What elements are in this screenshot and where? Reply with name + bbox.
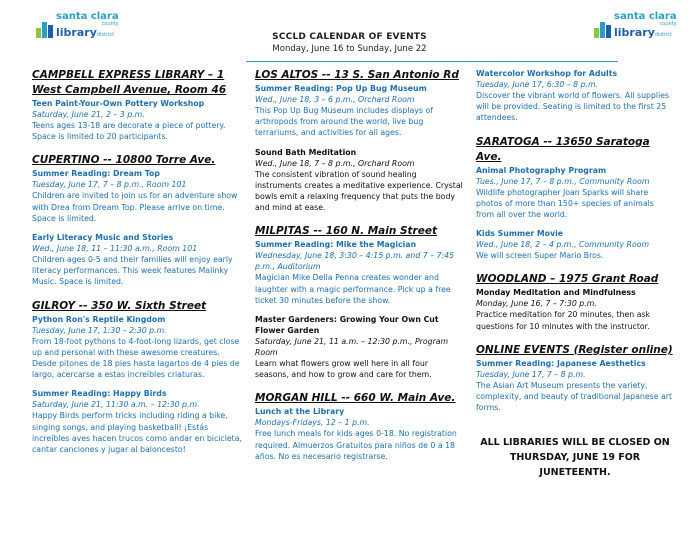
event-description: The consistent vibration of sound healing instruments creates a meditative experience. Crystal bowls emit a relaxing frequency that puts the body and mind at ease. — [255, 169, 463, 213]
logo-line3: library — [614, 26, 655, 39]
header-divider — [246, 61, 618, 62]
event-title: Sound Bath Meditation — [255, 147, 357, 157]
event-title: Summer Reading: Japanese Aesthetics — [476, 358, 646, 368]
event-description: We will screen Super Mario Bros. — [476, 251, 604, 261]
event-title: Watercolor Workshop for Adults — [476, 69, 618, 78]
event-time: Tuesday, June 17, 1:30 – 2:30 p.m. — [32, 325, 167, 335]
event-description: This Pop Up Bug Museum includes displays of arthropods from around the world, live bug terrariums, and activities for all ages. — [255, 106, 433, 138]
event-title: Monday Meditation and Mindfulness — [476, 288, 636, 298]
location-woodland: WOODLAND – 1975 Grant Road — [476, 273, 659, 286]
logo-line2: county — [659, 21, 677, 27]
event-title: Lunch at the Library — [255, 407, 345, 417]
logo-line3-suffix: district — [654, 32, 673, 38]
event-time: Wed., June 18, 7 – 8 p.m., Orchard Room — [255, 158, 415, 168]
column-3 — [476, 68, 674, 480]
event-title: Early Literacy Music and Stories — [32, 233, 174, 243]
event-title: Summer Reading: Happy Birds — [32, 389, 167, 399]
location-los-altos: LOS ALTOS -- 13 S. San Antonio Rd — [255, 69, 459, 81]
event-time: Saturday, June 21, 11 a.m. – 12:30 p.m., Program Room — [255, 337, 449, 358]
event-title: Summer Reading: Dream Top — [32, 169, 160, 179]
event-description: Magician Mike Della Penna creates wonder and laughter with a magic performance. Pick up a free ticket 30 minutes before the show. — [255, 273, 451, 305]
event-time: Wed., June 18, 11 – 11:30 a.m., Room 101 — [32, 244, 198, 254]
logo-line3: library — [56, 26, 97, 39]
event-description: Happy Birds perform tricks including riding a bike, singing songs, and playing basketball! ¡Estás increíbles aves hacen trucos como andar en bicicleta, cantar canciones y jugar al baloncesto! — [32, 411, 242, 455]
event-description: The Asian Art Museum presents the variety, complexity, and beauty of traditional Japanese art forms. — [476, 380, 673, 413]
event-time: Wednesday, June 18, 3:30 – 4:15 p.m. and 7 – 7:45 p.m., Auditorium — [255, 251, 455, 272]
event-title: Python Ron's Reptile Kingdom — [32, 314, 166, 324]
event-time: Wed., June 18, 2 – 4 p.m., Community Room — [476, 240, 650, 250]
event-title: Kids Summer Movie — [476, 229, 564, 239]
event-time: Tuesday, June 17, 6:30 – 8 p.m. — [476, 80, 599, 89]
event-description: Discover the vibrant world of flowers. All supplies will be provided. Seating is limited to the first 25 attendees. — [476, 91, 670, 123]
event-time: Tues., June 17, 7 – 8 p.m., Community Room — [476, 176, 650, 186]
location-milpitas: MILPITAS -- 160 N. Main Street — [255, 225, 438, 238]
logo-line3-suffix: district — [96, 32, 115, 38]
event-description: Practice meditation for 20 minutes, then ask questions for 10 minutes with the instructor. — [476, 310, 651, 331]
page-title: SCCLD CALENDAR OF EVENTS — [272, 32, 427, 42]
logo-line2: county — [101, 21, 119, 27]
event-description: Free lunch meals for kids ages 0-18. No registration required. Almuerzos Gratuitos para niños de 0 a 18 años. No es necesario registrarse. — [255, 429, 457, 461]
location-cupertino: CUPERTINO -- 10800 Torre Ave. — [32, 154, 216, 167]
event-description: Teens ages 13-18 are decorate a piece of pottery. Space is limited to 20 participants. — [32, 121, 226, 142]
event-description: Children are invited to join us for an adventure show with Drea from Dream Top. Please arrive on time. Space is limited. — [32, 191, 238, 223]
location-saratoga: SARATOGA -- 13650 Saratoga Ave. — [476, 135, 650, 163]
logo-line1: santa clara — [56, 11, 119, 22]
page-header — [0, 32, 699, 54]
closure-notice: ALL LIBRARIES WILL BE CLOSED ON THURSDAY, JUNE 19 FOR JUNETEENTH. — [480, 437, 670, 479]
location-campbell: CAMPBELL EXPRESS LIBRARY – 1 West Campbell Avenue, Room 46 — [32, 69, 227, 96]
event-description: Children ages 0-5 and their families will enjoy early literacy performances. This week features Malinky Music. Space is limited. — [32, 255, 233, 287]
event-time: Saturday, June 21, 2 – 3 p.m. — [32, 110, 145, 119]
column-2 — [255, 68, 463, 462]
event-time: Mondays-Fridays, 12 – 1 p.m. — [255, 418, 370, 428]
page-date-range: Monday, June 16 to Sunday, June 22 — [272, 44, 427, 54]
event-description: Wildlife photographer Joan Sparks will share photos of more than 150+ species of animals from all over the world. — [476, 187, 654, 220]
column-1 — [32, 68, 244, 455]
event-title: Master Gardeners: Growing Your Own Cut Flower Garden — [255, 315, 439, 336]
location-morgan-hill: MORGAN HILL -- 660 W. Main Ave. — [255, 392, 456, 405]
event-time: Wed., June 18, 3 – 6 p.m., Orchard Room — [255, 95, 415, 104]
event-time: Tuesday, June 17, 7 – 8 p.m. — [476, 369, 586, 379]
event-time: Tuesday, June 17, 7 – 8 p.m., Room 101 — [32, 180, 187, 190]
event-title: Animal Photography Program — [476, 165, 607, 175]
logo-line1: santa clara — [614, 11, 677, 22]
location-gilroy: GILROY -- 350 W. Sixth Street — [32, 299, 207, 312]
event-description: Learn what flowers grow well here in all four seasons, and how to grow and care for them. — [255, 359, 432, 380]
location-online-events: ONLINE EVENTS (Register online) — [476, 343, 673, 356]
event-time: Monday, June 16, 7 – 7:30 p.m. — [476, 299, 597, 309]
event-time: Saturday, June 21, 11:30 a.m. – 12:30 p.m. — [32, 400, 200, 410]
event-title: Summer Reading: Mike the Magician — [255, 240, 417, 250]
event-title: Teen Paint-Your-Own Pottery Workshop — [32, 99, 205, 108]
event-title: Summer Reading: Pop Up Bug Museum — [255, 84, 427, 93]
event-description: From 18-foot pythons to 4-foot-long lizards, get close up and personal with these awesome creatures. Desde pitones de 18 pies hasta lagartos de 4 pies de largo, acercarse a estas increíbles criaturas. — [32, 336, 240, 380]
